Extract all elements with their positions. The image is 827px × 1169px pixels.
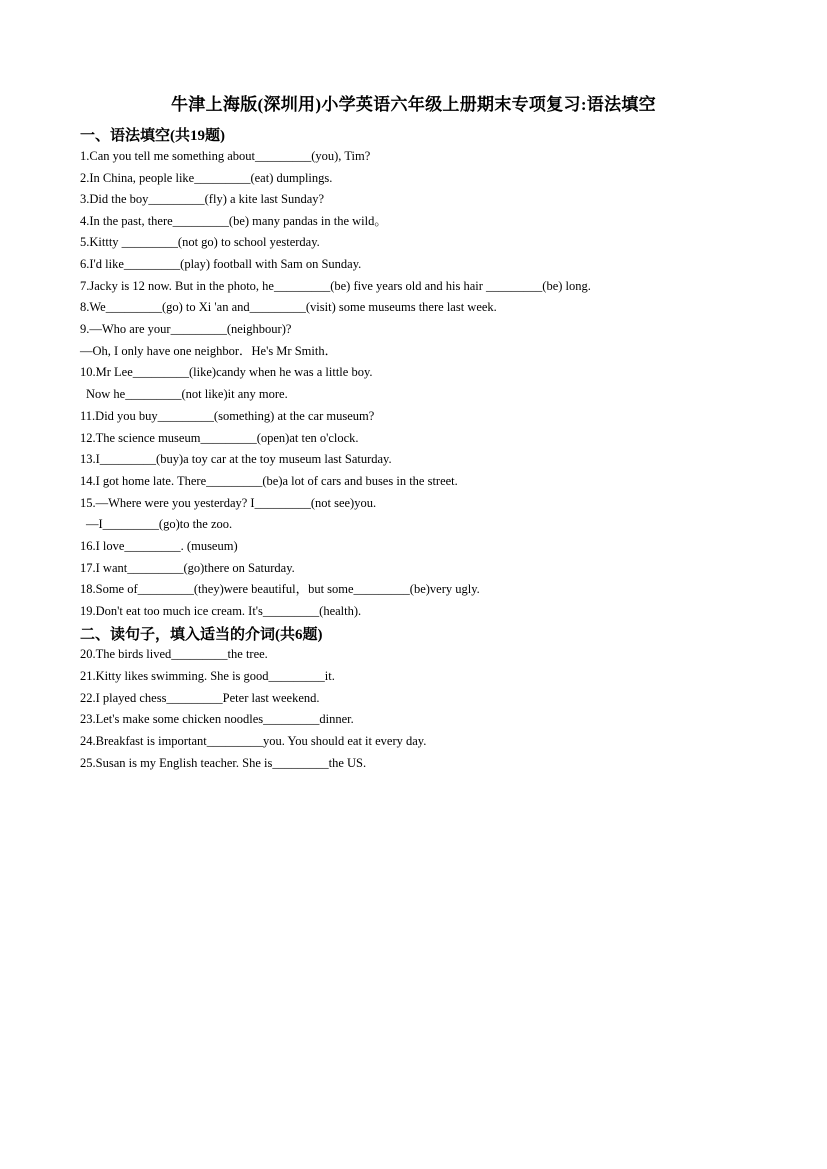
question-12: 12.The science museum_________(open)at ten o'clock. bbox=[80, 431, 359, 445]
question-23: 23.Let's make some chicken noodles_________dinner. bbox=[80, 712, 354, 726]
section-heading-prepositions: 二、读句子，填入适当的介词(共6题) bbox=[80, 627, 323, 643]
question-5: 5.Kittty _________(not go) to school yesterday. bbox=[80, 235, 320, 249]
question-13: 13.I_________(buy)a toy car at the toy museum last Saturday. bbox=[80, 452, 392, 466]
question-2: 2.In China, people like_________(eat) dumplings. bbox=[80, 171, 333, 185]
section-heading-grammar: 一、语法填空(共19题) bbox=[80, 128, 225, 144]
question-22: 22.I played chess_________Peter last weekend. bbox=[80, 691, 320, 705]
document-title: 牛津上海版(深圳用)小学英语六年级上册期末专项复习:语法填空 bbox=[171, 95, 656, 114]
question-14: 14.I got home late. There_________(be)a lot of cars and buses in the street. bbox=[80, 474, 458, 488]
question-9-reply: —Oh, I only have one neighbor．He's Mr Smith． bbox=[80, 344, 338, 358]
question-19: 19.Don't eat too much ice cream. It's_________(health). bbox=[80, 604, 362, 618]
question-6: 6.I'd like_________(play) football with Sam on Sunday. bbox=[80, 257, 362, 271]
question-21: 21.Kitty likes swimming. She is good_________it. bbox=[80, 669, 335, 683]
question-15: 15.—Where were you yesterday? I_________(not see)you. bbox=[80, 496, 377, 510]
question-8: 8.We_________(go) to Xi 'an and_________(visit) some museums there last week. bbox=[80, 300, 497, 314]
question-25: 25.Susan is my English teacher. She is_________the US. bbox=[80, 756, 367, 770]
question-16: 16.I love_________. (museum) bbox=[80, 539, 238, 553]
question-4: 4.In the past, there_________(be) many pandas in the wild。 bbox=[80, 214, 387, 228]
question-20: 20.The birds lived_________the tree. bbox=[80, 647, 268, 661]
question-3: 3.Did the boy_________(fly) a kite last Sunday? bbox=[80, 192, 325, 206]
question-11: 11.Did you buy_________(something) at the car museum? bbox=[80, 409, 375, 423]
question-10: 10.Mr Lee_________(like)candy when he was a little boy. bbox=[80, 365, 373, 379]
question-18: 18.Some of_________(they)were beautiful，but some_________(be)very ugly. bbox=[80, 582, 480, 596]
question-17: 17.I want_________(go)there on Saturday. bbox=[80, 561, 295, 575]
question-10-part-2: Now he_________(not like)it any more. bbox=[86, 387, 288, 401]
question-24: 24.Breakfast is important_________you. You should eat it every day. bbox=[80, 734, 427, 748]
question-15-reply: —I_________(go)to the zoo. bbox=[86, 517, 233, 531]
question-7: 7.Jacky is 12 now. But in the photo, he_________(be) five years old and his hair _________(be) long. bbox=[80, 279, 591, 293]
question-9: 9.—Who are your_________(neighbour)? bbox=[80, 322, 292, 336]
question-1: 1.Can you tell me something about_________(you), Tim? bbox=[80, 149, 371, 163]
